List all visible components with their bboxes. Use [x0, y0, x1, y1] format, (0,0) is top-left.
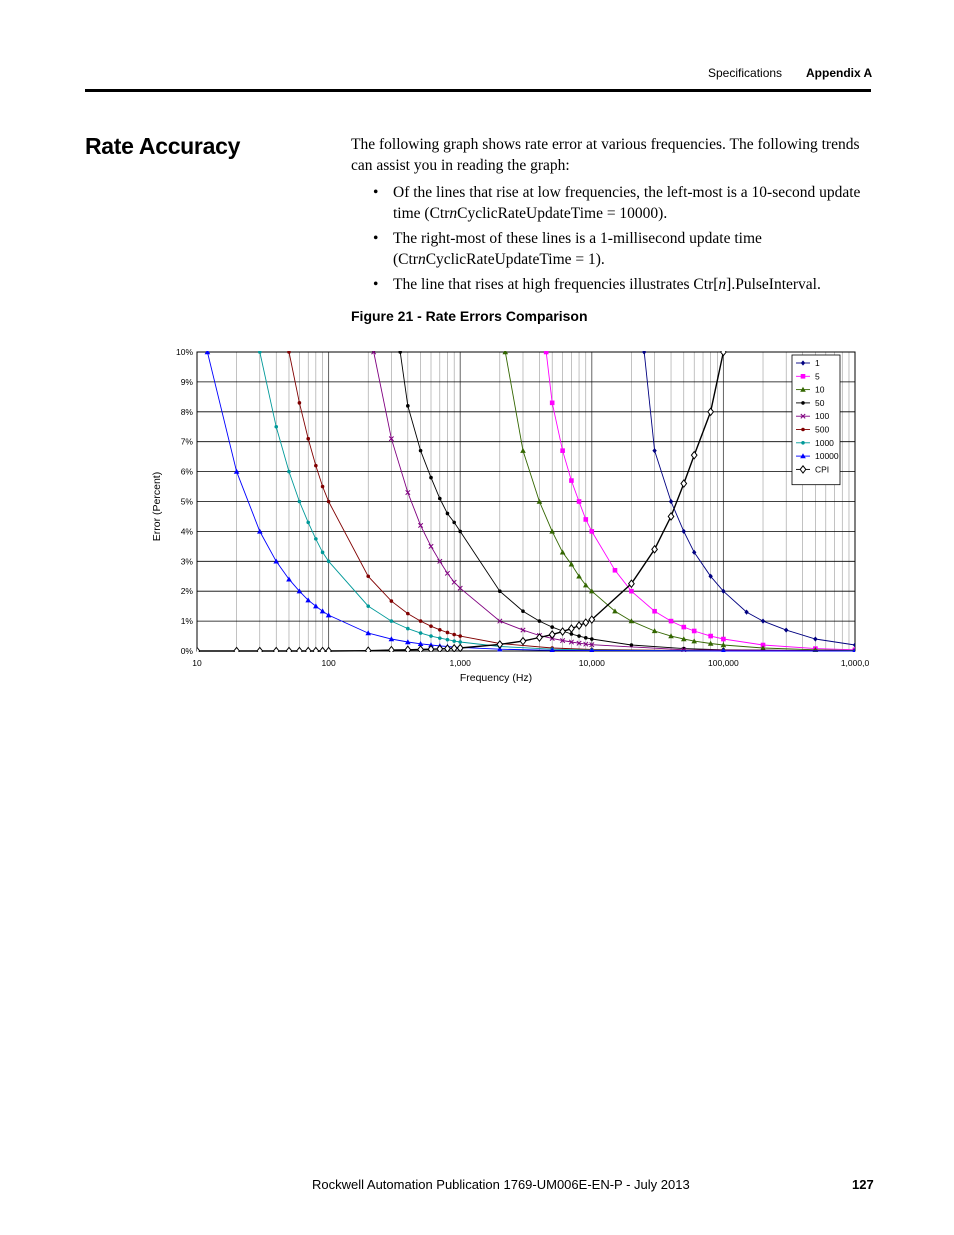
data-point: [520, 638, 526, 645]
bullet-marker: •: [373, 184, 379, 201]
data-point: [583, 517, 588, 522]
data-point: [801, 441, 805, 445]
x-tick-label: 1,000: [449, 658, 471, 668]
header-rule: [85, 89, 871, 92]
data-point: [708, 408, 714, 415]
legend-label: 10: [815, 384, 825, 395]
data-point: [298, 401, 302, 405]
data-point: [652, 448, 656, 453]
y-tick-label: 2%: [180, 586, 193, 597]
data-point: [458, 640, 462, 644]
data-point: [577, 499, 582, 504]
data-point: [458, 634, 462, 638]
data-point: [446, 638, 450, 642]
y-tick-label: 10%: [175, 347, 193, 357]
x-axis-title: Frequency (Hz): [459, 672, 533, 684]
data-point: [287, 350, 291, 354]
data-point: [390, 619, 394, 623]
data-point: [630, 643, 634, 647]
data-point: [298, 500, 302, 504]
rate-errors-chart: [140, 338, 880, 688]
data-point: [801, 374, 806, 379]
bullet-text-after: CyclicRateUpdateTime = 1).: [425, 251, 605, 268]
data-point: [305, 647, 311, 654]
y-tick-label: 9%: [180, 376, 193, 387]
data-point: [613, 568, 618, 573]
legend-label: 1: [815, 358, 820, 368]
y-tick-label: 7%: [180, 436, 193, 447]
data-point: [642, 349, 646, 354]
bullet-text-after: ].PulseInterval.: [726, 276, 821, 293]
y-tick-label: 6%: [180, 466, 193, 477]
data-point: [274, 425, 278, 429]
data-point: [327, 500, 331, 504]
footer-publication: Rockwell Automation Publication 1769-UM006E-EN-P - July 2013: [312, 1177, 690, 1192]
y-tick-label: 3%: [180, 556, 193, 567]
data-point: [550, 625, 554, 629]
data-point: [406, 404, 410, 408]
data-point: [406, 612, 410, 616]
bullet-text-before: The line that rises at high frequencies illustrates Ctr[: [393, 276, 719, 293]
data-point: [429, 634, 433, 638]
data-point: [287, 470, 291, 474]
data-point: [306, 521, 310, 525]
data-point: [577, 634, 581, 638]
bullet-marker: •: [373, 276, 379, 293]
y-tick-label: 8%: [180, 406, 193, 417]
data-point: [326, 647, 332, 654]
data-point: [669, 499, 673, 504]
data-point: [652, 609, 657, 614]
data-point: [419, 631, 423, 635]
data-point: [784, 627, 788, 632]
data-point: [273, 647, 279, 654]
data-point: [419, 449, 423, 453]
y-tick-label: 5%: [180, 496, 193, 507]
data-point: [452, 521, 456, 525]
data-point: [446, 512, 450, 516]
x-tick-label: 1,000,0: [840, 658, 870, 668]
data-point: [708, 634, 713, 639]
bullet-text-after: CyclicRateUpdateTime = 10000).: [457, 205, 668, 222]
bullet-marker: •: [373, 230, 379, 247]
legend-label: 50: [815, 397, 825, 408]
section-title: Rate Accuracy: [85, 133, 241, 159]
legend-label: 10000: [815, 451, 839, 462]
data-point: [813, 636, 817, 641]
x-tick-label: 100: [321, 658, 336, 668]
bullet-list: [351, 182, 876, 295]
data-point: [550, 401, 555, 406]
data-point: [576, 622, 582, 629]
data-point: [297, 647, 303, 654]
data-point: [569, 625, 575, 632]
bullet-text-before: Of the lines that rise at low frequencies, the left-most is a 10-second update time (Ctr: [393, 184, 861, 222]
y-tick-label: 0%: [180, 646, 193, 656]
data-point: [544, 350, 549, 355]
x-tick-label: 10,000: [578, 658, 605, 668]
bullet-text-italic: n: [449, 205, 458, 222]
data-point: [438, 636, 442, 640]
header-section: Specifications: [708, 66, 783, 80]
data-point: [194, 647, 200, 654]
data-point: [452, 633, 456, 637]
data-point: [681, 625, 686, 630]
data-point: [691, 452, 697, 459]
data-point: [398, 350, 402, 354]
data-point: [801, 428, 805, 432]
data-point: [721, 637, 726, 642]
x-tick-label: 10: [192, 658, 202, 668]
data-point: [669, 619, 674, 624]
legend-label: 500: [815, 424, 830, 435]
data-point: [569, 478, 574, 483]
header-appendix: Appendix A: [806, 66, 873, 80]
data-point: [321, 485, 325, 489]
figure-caption: Figure 21 - Rate Errors Comparison: [351, 308, 588, 324]
data-point: [498, 589, 502, 593]
data-point: [520, 448, 526, 453]
data-point: [366, 604, 370, 608]
data-point: [365, 630, 371, 635]
page-number: 127: [852, 1177, 874, 1192]
data-point: [853, 642, 857, 647]
data-point: [313, 647, 319, 654]
data-point: [306, 437, 310, 441]
data-point: [560, 550, 566, 555]
data-point: [576, 573, 582, 578]
data-point: [692, 629, 697, 634]
legend-label: 100: [815, 411, 830, 422]
bullet-item: [351, 182, 876, 224]
data-point: [801, 401, 805, 405]
bullet-item: [351, 274, 876, 295]
data-point: [560, 448, 565, 453]
data-point: [418, 646, 424, 653]
data-point: [458, 530, 462, 534]
data-point: [234, 647, 240, 654]
data-point: [419, 619, 423, 623]
data-point: [682, 529, 686, 534]
data-point: [452, 639, 456, 643]
data-point: [590, 637, 594, 641]
data-point: [584, 636, 588, 640]
data-point: [521, 609, 525, 613]
data-point: [438, 628, 442, 632]
data-point: [258, 350, 262, 354]
data-point: [681, 480, 687, 487]
data-point: [438, 497, 442, 501]
data-point: [286, 647, 292, 654]
data-point: [429, 624, 433, 628]
x-tick-label: 100,000: [708, 658, 739, 668]
data-point: [327, 560, 331, 564]
data-point: [314, 464, 318, 468]
bullet-text-italic: n: [718, 276, 727, 293]
data-point: [560, 628, 566, 635]
data-point: [405, 646, 411, 653]
intro-paragraph: The following graph shows rate error at various frequencies. The following trends can assist you in reading the graph:: [351, 136, 860, 174]
data-point: [365, 647, 371, 654]
data-point: [389, 647, 395, 654]
bullet-item: [351, 228, 876, 270]
data-point: [406, 627, 410, 631]
data-point: [446, 631, 450, 635]
data-point: [721, 348, 727, 355]
data-point: [761, 619, 765, 624]
legend-label: CPI: [815, 464, 830, 475]
legend: [792, 355, 840, 485]
data-point: [590, 529, 595, 534]
data-point: [390, 599, 394, 603]
y-tick-label: 4%: [180, 526, 193, 537]
data-point: [326, 612, 332, 617]
bullet-text-italic: n: [417, 251, 426, 268]
legend-label: 1000: [815, 437, 834, 448]
data-point: [652, 628, 658, 633]
y-tick-label: 1%: [180, 616, 193, 627]
data-point: [321, 551, 325, 555]
legend-label: 5: [815, 371, 820, 382]
y-axis-title: Error (Percent): [151, 471, 163, 542]
data-point: [583, 619, 589, 626]
data-point: [538, 619, 542, 623]
data-point: [314, 537, 318, 541]
data-point: [629, 589, 634, 594]
bullet-text-before: The right-most of these lines is a 1-millisecond update time (Ctr: [393, 230, 762, 268]
data-point: [257, 647, 263, 654]
body-text: [351, 134, 876, 299]
data-point: [429, 476, 433, 480]
data-point: [366, 574, 370, 578]
data-point: [320, 647, 326, 654]
